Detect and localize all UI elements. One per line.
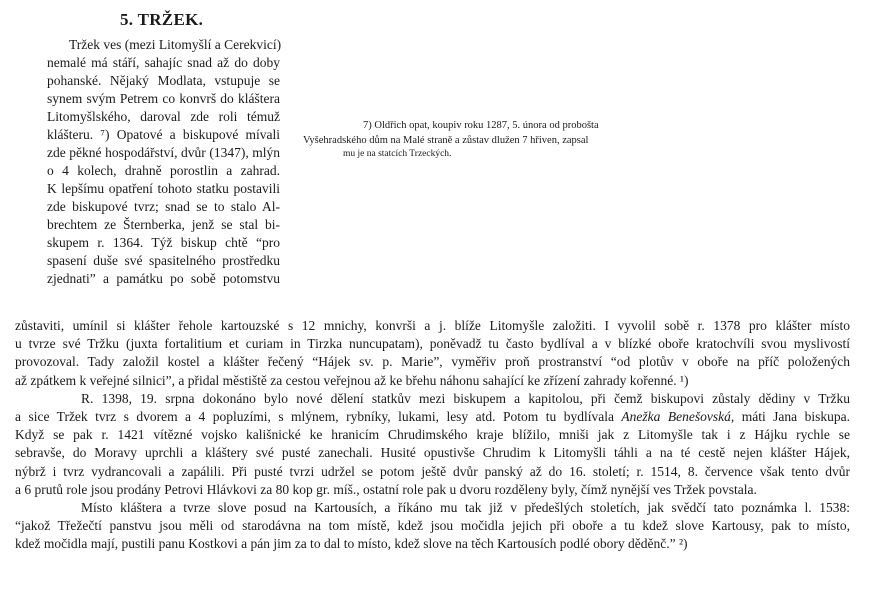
text-line: Místo kláštera a tvrze slove posud na Kartousích, a říkáno mu tak již v předešlých stoletích, jak svědčí tato poznámka l. 1538: — [81, 500, 850, 516]
text-line: kdež močidla mají, pustili panu Kostkovi a pán jim za to dal to místo, kdež slove na těch Kartousích podlé obory děděnč.” ²) — [15, 536, 688, 552]
text-line: Litomyšlského, daroval zde roli témuž — [47, 109, 280, 124]
text-line: brechtem ze Šternberka, jenž se stal bi- — [47, 217, 280, 232]
text-line: klášteru. ⁷) Opatové a biskupové mívali — [47, 127, 280, 142]
text-line: provozoval. Tady založil kostel a klášter řečený “Hájek sv. p. Marie”, vyměřiv proň prostranství “od plotův v oboře na příč položených — [15, 354, 850, 370]
text-line: Tržek ves (mezi Litomyšlí a Cerekvicí) — [69, 37, 282, 52]
footnote-line: mu je na statcích Trzeckých. — [343, 149, 452, 159]
text-line — [15, 408, 850, 426]
text-line: zjednati” a památku po sobě potomstvu — [47, 271, 280, 286]
text-line: pohanské. Nějaký Modlata, vstupuje se — [47, 73, 280, 88]
person-name-italic: Anežka Benešovská — [621, 409, 731, 425]
chapter-title: 5. TRŽEK. — [120, 10, 204, 29]
text-line: nýbrž i tvrz vydrancovali a zapálili. Při pusté tvrzi udržel se potom ještě dvůr panský až do 16. století; r. 1514, 8. července však tento dvůr — [15, 463, 850, 479]
text-line: sebravše, do Moravy uprchli a kláštery své pusté zanechali. Husité opustivše Chrudim k Litomyšli táhli a na té cestě nejen klášter Hájek, — [15, 445, 850, 461]
text-line: zůstaviti, umínil si klášter řehole kartouzské s 12 mnichy, konvrši a j. blíže Litomyšle založiti. I vyvolil sobě r. 1378 pro klášter místo — [15, 318, 850, 333]
text-line: až zpátkem k veřejné silnici”, a přidal městiště za cestou veřejnou až ke břehu náhonu sahající ke zřízení zahrady kořenné. ¹) — [15, 372, 689, 388]
text-fragment: a sice Tržek tvrz s dvorem a 4 popluzími, s mlýnem, rybníky, lukami, lesy atd. Potom tu bydlívala — [15, 409, 614, 425]
narrow-column-text — [47, 36, 280, 288]
text-fragment: , máti Jana biskupa. — [730, 409, 851, 425]
text-line: skupem r. 1364. Týž biskup chtě “pro — [47, 235, 280, 250]
text-line: spasení duše své spasitelného prostředku — [47, 253, 280, 268]
text-line: zde biskupové tvrz; snad se to stalo Al- — [47, 199, 280, 214]
text-line: u tvrze své Tržku (juxta fortalitium et curiam in Tirzka nuncupatam), poněvadž tu často bydlíval a v blízké oboře kratochvíli svou myslivostí — [15, 336, 850, 352]
footnote-line: 7) Oldřich opat, koupiv roku 1287, 5. února od probošta — [363, 120, 599, 131]
text-line: a 6 prutů role jsou prodány Petrovi Hlávkovi za 80 kop gr. míš., ostatní role pak u dvoru rozděleny byly, čímž nynější ves Tržek povstala. — [15, 481, 757, 497]
text-line: R. 1398, 19. srpna dokonáno bylo nové dělení statkův mezi biskupem a kapitolou, při čemž biskupovi zůstaly dědiny v Tržku — [81, 390, 850, 406]
text-line: “jakož Třežečtí panstvu jsou měli od starodávna na tom místě, kdež jsou močidla jejich při oboře a tu kdež slove Kartousy, pak to místo, — [15, 518, 850, 534]
text-line: synem svým Petrem co konvrš do kláštera — [47, 91, 280, 106]
footnote-line: Vyšehradského dům na Malé straně a zůstav dlužen 7 hřiven, zapsal — [303, 135, 589, 146]
footnote-7 — [303, 118, 723, 162]
full-width-text — [15, 317, 850, 554]
text-line: K lepšímu opatření tohoto statku postavili — [47, 181, 280, 196]
text-line: Když se pak r. 1421 vítězné vojsko kališnické ke hranicím Chrudimského kraje blížilo, mniši jak z Litomyšle tak i z Hájku rychle se — [15, 427, 850, 443]
text-line: nemalé má stáří, sahajíc snad až do doby — [47, 55, 280, 70]
text-line: o 4 kolech, drahně porostlin a zahrad. — [47, 163, 280, 178]
text-line: zde pěkné hospodářství, dvůr (1347), mlýn — [47, 145, 280, 160]
